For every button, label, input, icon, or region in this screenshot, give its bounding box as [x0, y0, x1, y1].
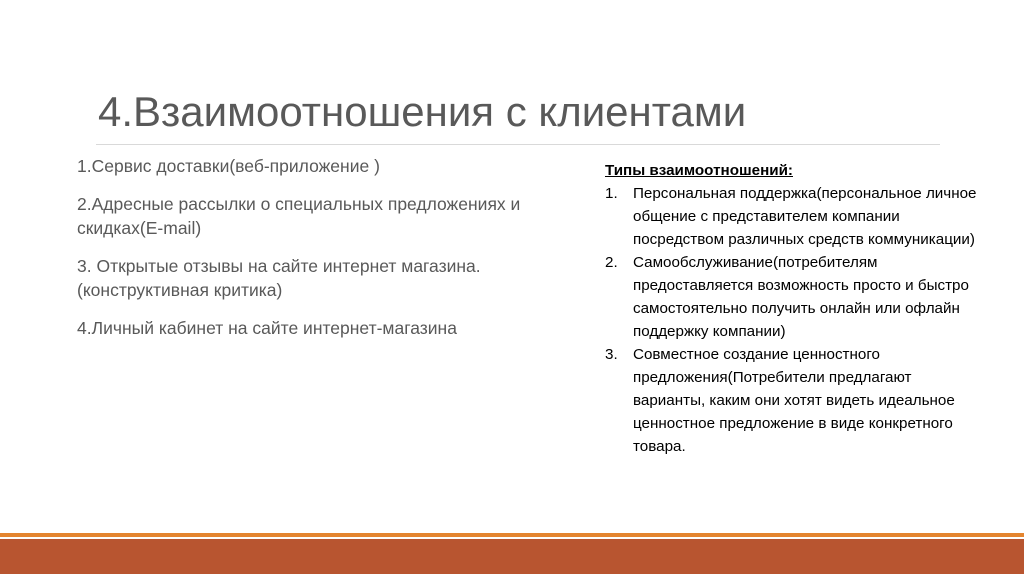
relationship-type-item [605, 251, 985, 343]
relationship-types-heading: Типы взаимоотношений: [605, 162, 793, 179]
list-number: 2. [605, 254, 618, 271]
left-list-item: 3. Открытые отзывы на сайте интернет магазина.(конструктивная критика) [77, 256, 481, 300]
page-title: 4.Взаимоотношения с клиентами [98, 88, 747, 135]
relationship-type-item [605, 182, 985, 251]
relationship-types-block [605, 159, 985, 458]
title-divider [96, 144, 940, 145]
relationship-type-text: Персональная поддержка(персональное личное общение с представителем компании посредством различных средств коммуникации) [633, 185, 977, 248]
left-list-item: 2.Адресные рассылки о специальных предложениях и скидках(E-mail) [77, 194, 521, 238]
relationship-type-text: Совместное создание ценностного предложения(Потребители предлагают варианты, каким они хотят видеть идеальное ценностное предложение в виде конкретного товара. [633, 346, 955, 455]
relationship-type-text: Самообслуживание(потребителям предоставляется возможность просто и быстро самостоятельно получить онлайн или офлайн поддержку компании) [633, 254, 969, 340]
list-number: 3. [605, 346, 618, 363]
left-content-list [77, 154, 577, 354]
footer-accent-line [0, 533, 1024, 537]
relationship-types-list [605, 182, 985, 458]
left-list-item: 4.Личный кабинет на сайте интернет-магазина [77, 318, 457, 338]
relationship-type-item [605, 343, 985, 458]
footer-bar [0, 539, 1024, 574]
left-list-item: 1.Сервис доставки(веб-приложение ) [77, 156, 380, 176]
list-number: 1. [605, 185, 618, 202]
